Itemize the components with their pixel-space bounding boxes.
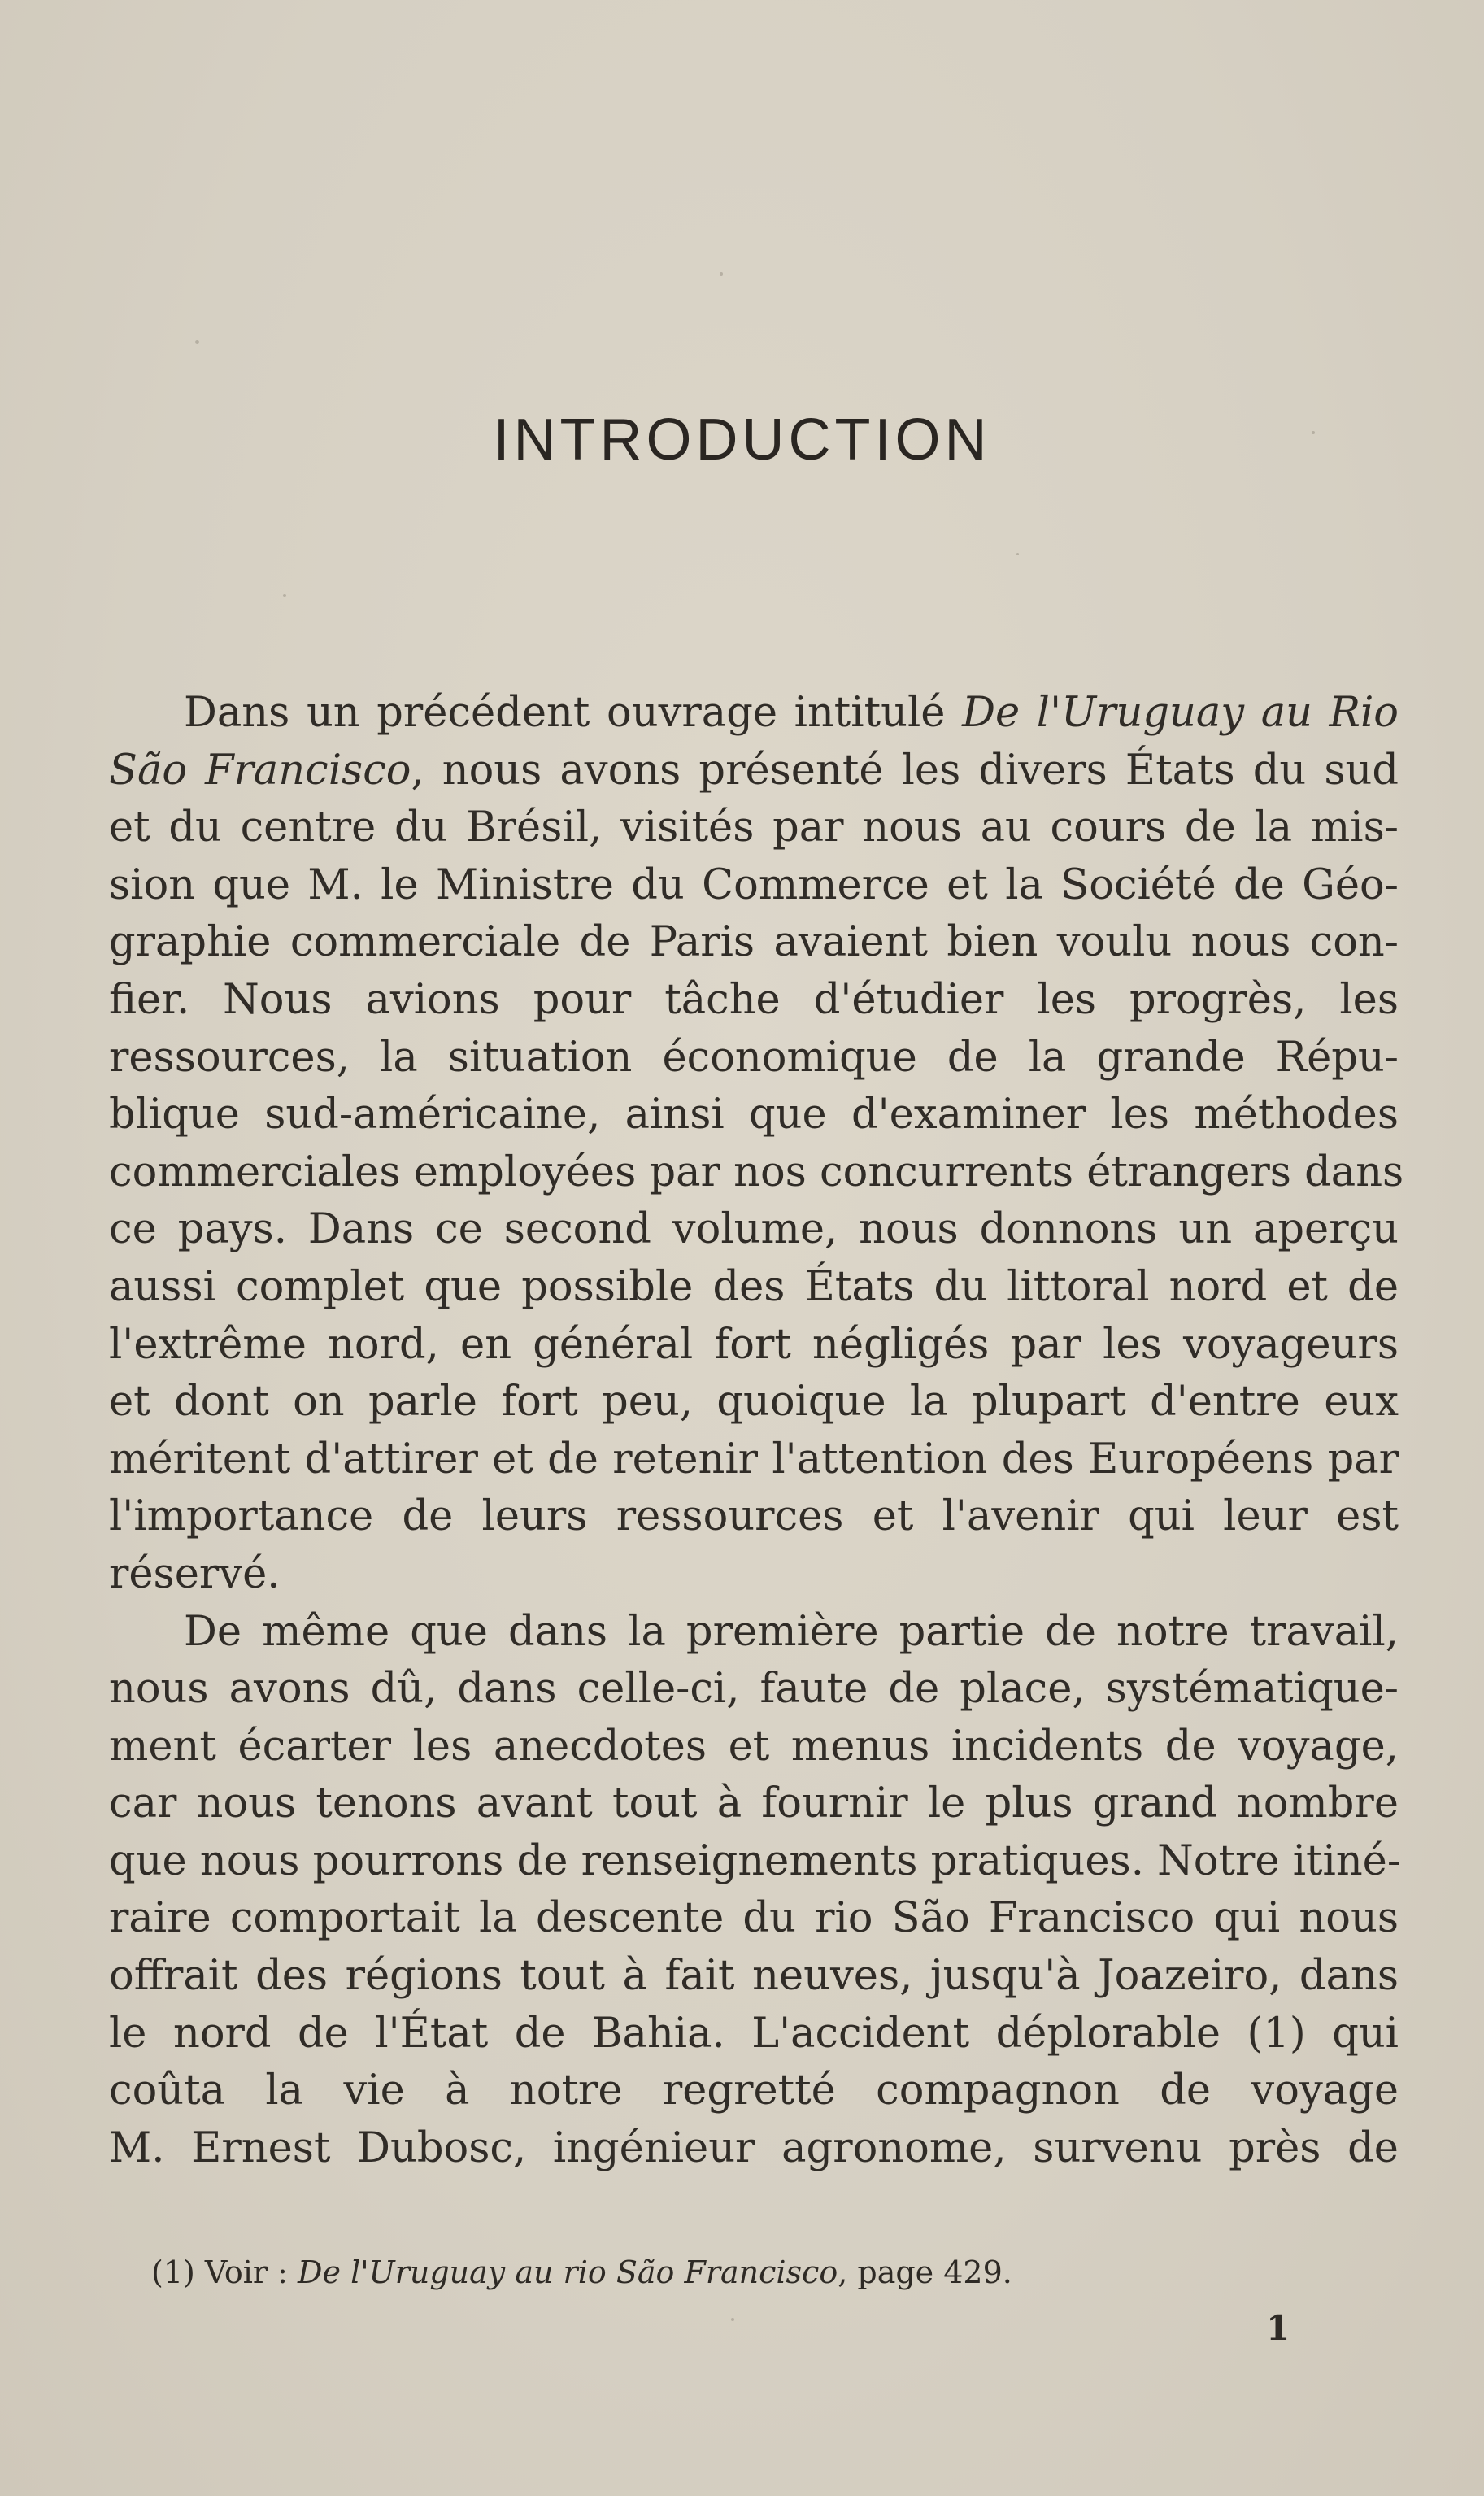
text-run: sion que M. le Ministre du Commerce et la Société de Géo- xyxy=(109,860,1399,909)
text-line xyxy=(109,1259,1399,1317)
text-line xyxy=(109,1718,1399,1776)
text-run: ce pays. Dans ce second volume, nous donnons un aperçu xyxy=(109,1205,1399,1254)
text-run: l'importance de leurs ressources et l'avenir qui leur est xyxy=(109,1492,1399,1541)
footnote xyxy=(151,2254,1012,2290)
text-line xyxy=(109,1317,1399,1374)
paper-speck xyxy=(720,272,723,276)
text-line xyxy=(109,914,1399,972)
text-run: fier. Nous avions pour tâche d'étudier les progrès, les xyxy=(109,975,1399,1024)
text-run: nous avons dû, dans celle-ci, faute de place, systématique- xyxy=(109,1665,1399,1714)
text-run: car nous tenons avant tout à fournir le plus grand nombre xyxy=(109,1779,1399,1828)
text-line xyxy=(109,1890,1399,1948)
text-line xyxy=(109,2006,1399,2063)
paragraph xyxy=(109,1604,1402,2178)
text-line xyxy=(109,1030,1399,1087)
text-run: commerciales employées par nos concurrents étrangers dans xyxy=(109,1148,1404,1196)
text-run: raire comportait la descente du rio São Francisco qui nous xyxy=(109,1894,1399,1943)
text-line xyxy=(109,1948,1399,2006)
text-line xyxy=(109,1087,1399,1144)
text-run: , nous avons présenté les divers États du sud xyxy=(411,746,1399,795)
text-run: réservé. xyxy=(109,1549,281,1598)
paper-speck xyxy=(1312,431,1315,434)
text-line xyxy=(109,972,1399,1030)
italic-title: De l'Uruguay au Rio xyxy=(962,689,1399,737)
page-number: 1 xyxy=(1266,2308,1290,2348)
footnote-title: De l'Uruguay au rio São Francisco xyxy=(298,2254,838,2290)
text-line xyxy=(109,1546,1399,1604)
text-run: que nous pourrons de renseignements pratiques. Notre itiné- xyxy=(109,1836,1402,1885)
text-run: M. Ernest Dubosc, ingénieur agronome, survenu près de xyxy=(109,2124,1399,2172)
text-line xyxy=(109,799,1399,857)
text-run: De même que dans la première partie de notre travail, xyxy=(184,1607,1399,1656)
footnote-suffix: , page 429. xyxy=(838,2254,1012,2290)
text-run: ment écarter les anecdotes et menus incidents de voyage, xyxy=(109,1722,1399,1771)
text-run: et dont on parle fort peu, quoique la plupart d'entre eux xyxy=(109,1378,1399,1427)
text-run: l'extrême nord, en général fort négligés par les voyageurs xyxy=(109,1320,1399,1369)
text-line xyxy=(109,1775,1399,1833)
text-run: méritent d'attirer et de retenir l'attention des Européens par xyxy=(109,1435,1399,1483)
italic-title: São Francisco xyxy=(109,746,411,795)
text-line xyxy=(109,857,1399,915)
text-line xyxy=(109,1488,1399,1546)
text-line xyxy=(109,743,1399,800)
chapter-title: INTRODUCTION xyxy=(493,407,991,473)
text-run: aussi complet que possible des États du littoral nord et de xyxy=(109,1262,1399,1311)
body-text xyxy=(109,685,1404,2177)
paper-speck xyxy=(283,594,286,597)
text-line xyxy=(109,1374,1399,1431)
text-line xyxy=(109,1201,1399,1259)
paragraph xyxy=(109,685,1404,1604)
paper-speck xyxy=(731,2318,734,2321)
text-line xyxy=(109,685,1399,743)
text-run: offrait des régions tout à fait neuves, jusqu'à Joazeiro, dans xyxy=(109,1952,1399,2001)
text-run: blique sud-américaine, ainsi que d'examiner les méthodes xyxy=(109,1091,1399,1139)
text-line xyxy=(109,1604,1399,1662)
text-run: graphie commerciale de Paris avaient bien voulu nous con- xyxy=(109,918,1399,967)
paper-speck xyxy=(195,340,199,344)
text-line xyxy=(109,1431,1399,1489)
text-run: Dans un précédent ouvrage intitulé xyxy=(184,689,963,737)
text-line xyxy=(109,1144,1404,1202)
text-line xyxy=(109,2120,1399,2178)
text-line xyxy=(109,1661,1399,1718)
text-line xyxy=(109,2063,1399,2120)
text-line xyxy=(109,1833,1402,1891)
text-run: ressources, la situation économique de la grande Répu- xyxy=(109,1033,1399,1082)
footnote-prefix: (1) Voir : xyxy=(151,2254,298,2290)
text-run: coûta la vie à notre regretté compagnon de voyage xyxy=(109,2067,1399,2115)
paper-speck xyxy=(1016,553,1019,555)
text-run: le nord de l'État de Bahia. L'accident déplorable (1) qui xyxy=(109,2009,1399,2058)
text-run: et du centre du Brésil, visités par nous au cours de la mis- xyxy=(109,804,1399,852)
